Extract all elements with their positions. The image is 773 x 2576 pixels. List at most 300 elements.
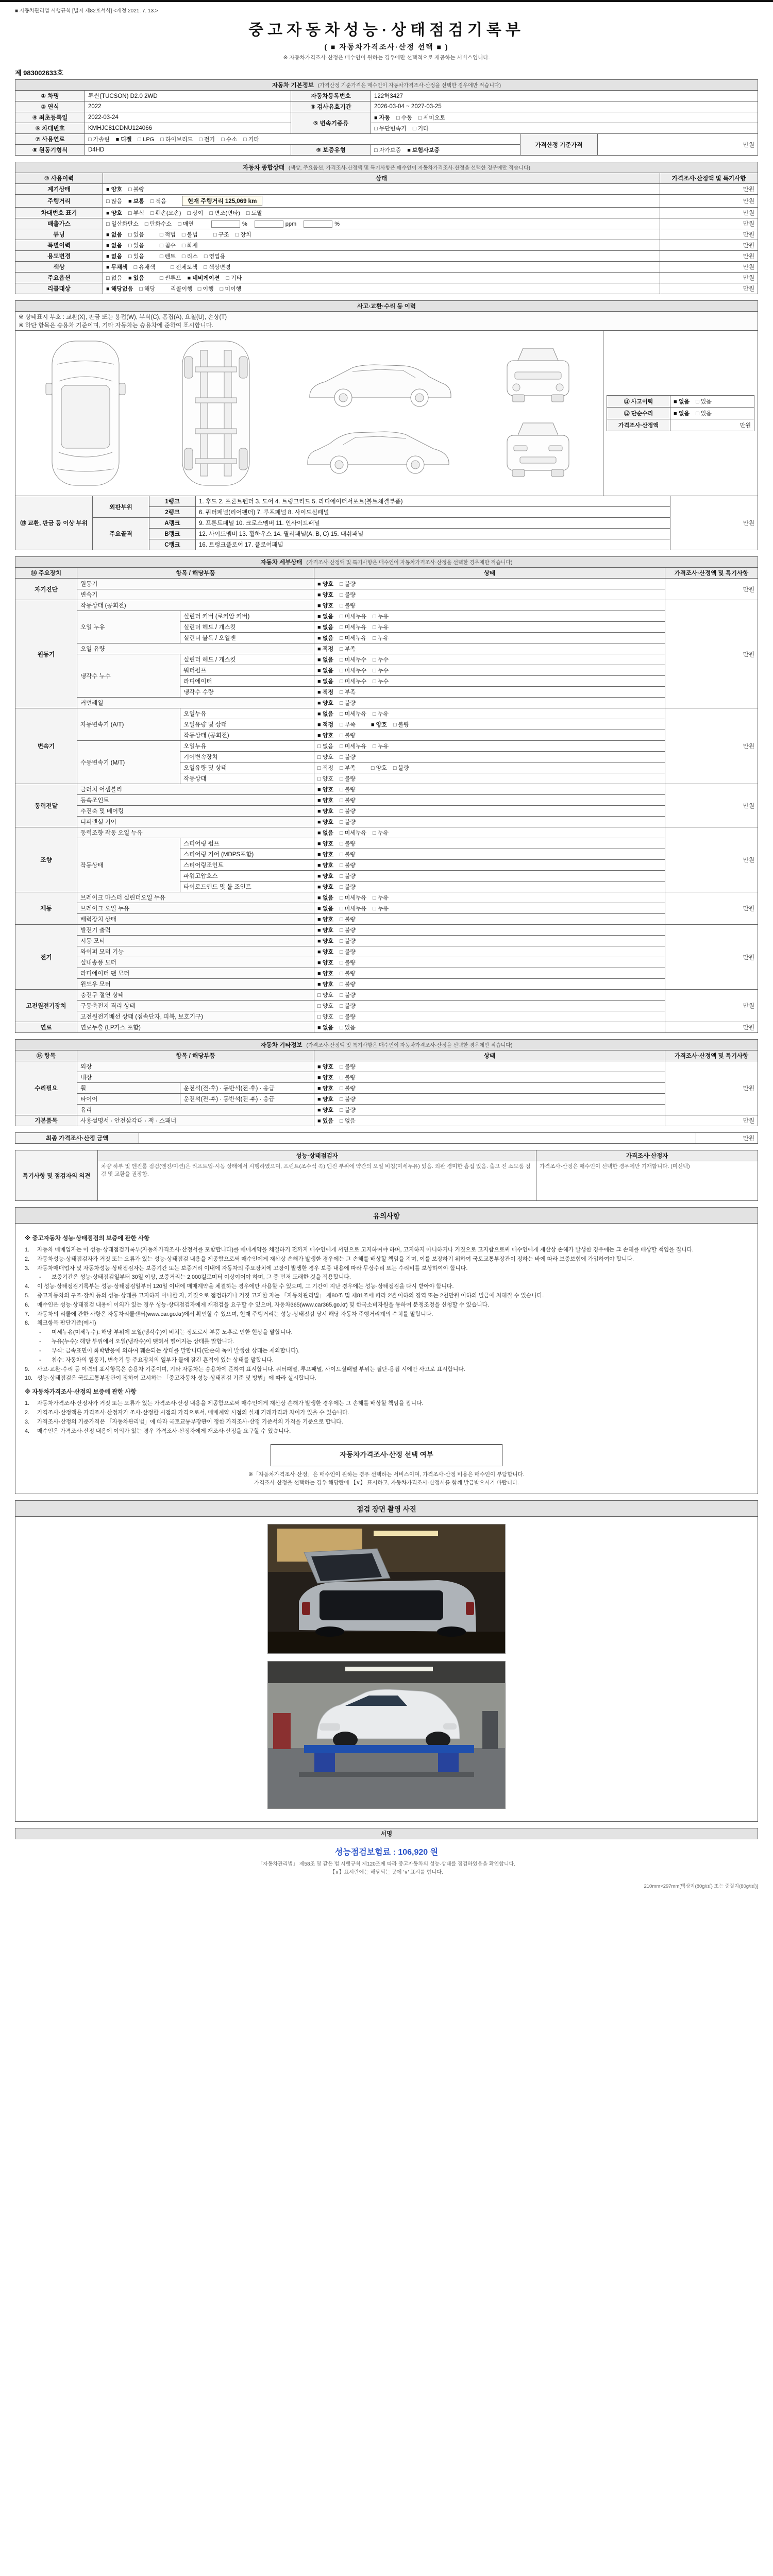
checkbox-checked[interactable]: ■ 없음 [317, 624, 333, 631]
photo-section-title: 점검 장면 촬영 사진 [15, 1501, 758, 1517]
state-cell [314, 773, 665, 784]
checkbox-unchecked[interactable]: □ 도말 [246, 210, 262, 216]
overall-state-cell [103, 262, 660, 273]
appraiser-opinion-text: 가격조사·산정은 매수인이 선택한 경우에만 기재합니다. (미선택) [536, 1161, 758, 1201]
checkbox-unchecked[interactable]: □ 매연 [178, 221, 194, 227]
checkbox-checked[interactable]: ■ 적정 [317, 689, 333, 696]
car-rear-view-diagram [499, 416, 577, 485]
checkbox-checked[interactable]: ■ 없음 [317, 679, 333, 685]
side-view-stack [302, 349, 457, 478]
checkbox-checked[interactable]: ■ 양호 [317, 917, 333, 923]
state-cell [314, 968, 665, 979]
checkbox-unchecked[interactable]: □ 양호 [317, 776, 333, 782]
checkbox-checked[interactable]: ■ 양호 [371, 722, 387, 728]
part-label: 실린더 블록 / 오일팬 [180, 633, 314, 643]
checkbox-unchecked[interactable]: □ 불량 [339, 819, 356, 825]
table-row [15, 708, 758, 719]
first-reg-value: 2022-03-24 [85, 112, 291, 123]
notice-line: 4. 이 성능·상태점검기록부는 성능·상태점검일부터 120일 이내에 매매계약을 체결하는 경우에만 사용할 수 있으며, 그 기간이 지난 경우에는 성능·상태점검을 다시 받아야 합니다. [25, 1283, 454, 1290]
item-label: 변속기 [77, 589, 314, 600]
notice-line: 1. 자동차가격조사·산정자가 거짓 또는 오류가 있는 가격조사·산정 내용을 제공함으로써 매수인에게 재산상 손해가 발생한 경우에는 그 손해를 배상할 책임을 집니다. [25, 1400, 424, 1407]
checkbox-unchecked[interactable]: □ 누수 [373, 668, 389, 674]
state-cell [314, 579, 665, 589]
checkbox-unchecked[interactable]: □ 불량 [339, 798, 356, 804]
transmission-options-2 [371, 123, 758, 134]
checkbox-checked[interactable]: ■ 양호 [317, 960, 333, 966]
table-row [15, 273, 758, 283]
checkbox-checked[interactable]: ■ 디젤 [115, 137, 132, 143]
rank-label: 1랭크 [149, 496, 196, 507]
checkbox-unchecked[interactable]: □ 불량 [339, 1003, 356, 1009]
table-row [15, 990, 758, 1001]
checkbox-unchecked[interactable]: □ 불량 [339, 1064, 356, 1070]
car-diagrams [19, 332, 600, 495]
checkbox-checked[interactable]: ■ 양호 [317, 798, 333, 804]
checkbox-unchecked[interactable]: □ 부식 [128, 210, 144, 216]
table-row [15, 1011, 758, 1022]
misc-section-header: 자동차 기타정보 (가격조사·산정액 및 특기사항은 매수인이 자동차가격조사·산정을 선택한 경우에만 적습니다) [15, 1040, 758, 1050]
checkbox-checked[interactable]: ■ 양호 [317, 808, 333, 815]
checkbox-checked[interactable]: ■ 보험사보증 [407, 147, 440, 154]
checkbox-unchecked[interactable]: □ 불량 [339, 981, 356, 988]
checkbox-unchecked[interactable]: □ 침수 [159, 243, 176, 249]
checkbox-unchecked[interactable]: □ 하이브리드 [160, 137, 193, 143]
checkbox-unchecked[interactable]: □ 썬루프 [159, 275, 181, 281]
part-label: 오일유량 및 상태 [180, 719, 314, 730]
part-label: 실린더 커버 (로커암 커버) [180, 611, 314, 622]
checkbox-checked[interactable]: ■ 양호 [317, 819, 333, 825]
checkbox-unchecked[interactable]: □ 누유 [373, 906, 389, 912]
checkbox-unchecked[interactable]: □ 불량 [339, 700, 356, 706]
checkbox-checked[interactable]: ■ 적정 [317, 722, 333, 728]
table-header-row [15, 173, 758, 184]
checkbox-unchecked[interactable]: □ 누유 [373, 624, 389, 631]
notice-line: 3. 자동차매매업자 및 자동차성능·상태점검자는 보증기간 또는 보증거리 이내에 자동차의 주요장치에 고장이 발생한 경우 보증 내용에 따라 무상수리 또는 수리비를 보상하여야 합니다. [25, 1265, 468, 1272]
checkbox-checked[interactable]: ■ 양호 [317, 1096, 333, 1103]
checkbox-unchecked[interactable]: □ 불량 [339, 581, 356, 587]
overall-state-cell [103, 208, 660, 218]
table-row [15, 218, 758, 229]
checkbox-checked[interactable]: ■ 해당없음 [106, 286, 133, 292]
checkbox-checked[interactable]: ■ 양호 [317, 1107, 333, 1113]
checkbox-unchecked[interactable]: □ 기타 [243, 137, 259, 143]
state-cell [314, 611, 665, 622]
checkbox-checked[interactable]: ■ 양호 [317, 1086, 333, 1092]
checkbox-unchecked[interactable]: □ 전기 [199, 137, 215, 143]
table-row [15, 1133, 758, 1144]
checkbox-checked[interactable]: ■ 양호 [317, 841, 333, 847]
checkbox-unchecked[interactable]: □ 구조 [213, 232, 229, 238]
checkbox-unchecked[interactable]: □ 불량 [339, 862, 356, 869]
state-cell [314, 838, 665, 849]
checkbox-unchecked[interactable]: □ 세미오토 [418, 115, 446, 121]
checkbox-unchecked[interactable]: □ 누수 [373, 679, 389, 685]
inline-label: ppm [285, 221, 297, 227]
checkbox-unchecked[interactable]: □ 있음 [128, 243, 144, 249]
photo-area [15, 1517, 758, 1821]
checkbox-unchecked[interactable]: □ 미세누수 [339, 657, 367, 663]
device-label: 기본품목 [15, 1115, 77, 1126]
checkbox-unchecked[interactable]: □ 없음 [317, 743, 333, 750]
checkbox-unchecked[interactable]: □ 불량 [339, 873, 356, 879]
checkbox-checked[interactable]: ■ 양호 [317, 1064, 333, 1070]
checkbox-unchecked[interactable]: □ 불량 [339, 960, 356, 966]
detail-section-header: 자동차 세부상태 (가격조사·산정액 및 특기사항은 매수인이 자동차가격조사·산정을 선택한 경우에만 적습니다) [15, 557, 758, 568]
item-label: 배력장치 상태 [77, 914, 314, 925]
checkbox-checked[interactable]: ■ 양호 [317, 938, 333, 944]
checkbox-checked[interactable]: ■ 자동 [374, 115, 390, 121]
checkbox-checked[interactable]: ■ 양호 [317, 927, 333, 934]
price-cell: 만원 [665, 925, 758, 990]
checkbox-unchecked[interactable]: □ 미세누유 [339, 635, 367, 641]
checkbox-unchecked[interactable]: □ 렌트 [159, 253, 176, 260]
item-label: 와이퍼 모터 기능 [77, 946, 314, 957]
checkbox-unchecked[interactable]: □ 누유 [373, 895, 389, 901]
notice-subtitle-2: ※ 자동차가격조사·산정의 보증에 관한 사항 [25, 1389, 137, 1396]
checkbox-checked[interactable]: ■ 양호 [317, 733, 333, 739]
checkbox-unchecked[interactable]: □ 불량 [339, 971, 356, 977]
inspection-period-value: 2026-03-04 ~ 2027-03-25 [371, 101, 758, 112]
checkbox-checked[interactable]: ■ 양호 [317, 592, 333, 598]
checkbox-unchecked[interactable]: □ 불량 [339, 1107, 356, 1113]
checkbox-unchecked[interactable]: □ 불량 [339, 592, 356, 598]
checkbox-unchecked[interactable]: □ 있음 [695, 411, 712, 417]
footer-check-instruction: 【∨】표시란에는 해당되는 곳에 '∨' 표시를 합니다. [330, 1870, 443, 1876]
table-row [15, 1022, 758, 1033]
checkbox-checked[interactable]: ■ 무채색 [106, 264, 128, 270]
checkbox-unchecked[interactable]: □ 미세누수 [339, 668, 367, 674]
checkbox-unchecked[interactable]: □ 불량 [339, 733, 356, 739]
checkbox-checked[interactable]: ■ 양호 [317, 862, 333, 869]
checkbox-checked[interactable]: ■ 양호 [317, 971, 333, 977]
checkbox-unchecked[interactable]: □ 적음 [150, 198, 166, 205]
checkbox-unchecked[interactable]: □ 불량 [393, 765, 409, 771]
document-number: 제 983002633호 [15, 69, 63, 77]
checkbox-unchecked[interactable]: □ 없음 [106, 275, 122, 281]
checkbox-unchecked[interactable]: □ 누유 [373, 614, 389, 620]
checkbox-unchecked[interactable]: □ 유채색 [133, 264, 156, 270]
checkbox-unchecked[interactable]: □ 장치 [235, 232, 251, 238]
state-cell [314, 882, 665, 892]
paper-spec-note: 210mm×297mm[백상지(80g/㎡) 또는 중질지(80g/㎡)] [644, 1884, 758, 1890]
basic-info-table [15, 79, 758, 156]
document-page [8, 2, 765, 2547]
item-label: 브레이크 오일 누유 [77, 903, 314, 914]
checkbox-unchecked[interactable]: □ 탄화수소 [144, 221, 172, 227]
overall-item-label: 차대번호 표기 [15, 208, 103, 218]
state-cell [314, 762, 665, 773]
fuel-options [85, 134, 520, 145]
notice-body [15, 1224, 758, 1494]
overall-item-label: 주요옵션 [15, 273, 103, 283]
checkbox-checked[interactable]: ■ 적정 [317, 646, 333, 652]
checkbox-unchecked[interactable]: □ 불량 [339, 884, 356, 890]
checkbox-unchecked[interactable]: □ 훼손(오손) [150, 210, 181, 216]
table-row [15, 925, 758, 936]
checkbox-unchecked[interactable]: □ 자가보증 [374, 147, 401, 154]
checkbox-checked[interactable]: ■ 양호 [317, 873, 333, 879]
state-cell [314, 1094, 665, 1105]
table-row [607, 419, 754, 431]
overall-col-item: ⑩ 사용이력 [15, 173, 103, 184]
item-label: 디퍼렌셜 기어 [77, 817, 314, 827]
overall-price-cell: 만원 [660, 251, 758, 262]
fee-label: 성능점검보험료 : [334, 1848, 396, 1857]
transmission-label: ⑤ 변속기종류 [291, 112, 371, 134]
state-cell [314, 1083, 665, 1094]
table-row [15, 112, 758, 123]
exchange-price-cell: 만원 [670, 496, 758, 550]
checkbox-unchecked[interactable]: □ 미세누유 [339, 830, 367, 836]
checkbox-unchecked[interactable]: □ 불량 [393, 722, 409, 728]
table-row [15, 262, 758, 273]
checkbox-checked[interactable]: ■ 없음 [106, 232, 122, 238]
part-label: 라디에이터 [180, 676, 314, 687]
checkbox-unchecked[interactable]: □ 가솔린 [88, 137, 110, 143]
state-cell [314, 903, 665, 914]
notice-line: 4. 매수인은 가격조사·산정 내용에 이의가 있는 경우 가격조사·산정자에게 재조사·산정을 요구할 수 있습니다. [25, 1428, 291, 1434]
notice-line: 1. 자동차 매매업자는 이 성능·상태점검기록부(자동차가격조사·산정서를 포함합니다)를 매매계약을 체결하기 전까지 매수인에게 서면으로 고지하여야 하며, 고지하지 아니하거나 거짓으로 고지함으로써 매수인에게 재산상 손해가 발생한 경우에는 그 손해를 배상할 책임을 집니다. [25, 1246, 694, 1253]
item-label: 외장 [77, 1061, 314, 1072]
checkbox-unchecked[interactable]: □ 불량 [339, 841, 356, 847]
checkbox-unchecked[interactable]: □ 기타 [226, 275, 242, 281]
price-cell: 만원 [665, 990, 758, 1022]
table-row [15, 968, 758, 979]
checkbox-unchecked[interactable]: □ 있음 [128, 232, 144, 238]
checkbox-checked[interactable]: ■ 양호 [317, 787, 333, 793]
checkbox-checked[interactable]: ■ 없음 [106, 243, 122, 249]
checkbox-unchecked[interactable]: □ 양호 [317, 754, 333, 760]
checkbox-unchecked[interactable]: □ 양호 [371, 765, 387, 771]
checkbox-checked[interactable]: ■ 없음 [317, 895, 333, 901]
checkbox-unchecked[interactable]: □ 불량 [339, 603, 356, 609]
checkbox-checked[interactable]: ■ 없음 [317, 906, 333, 912]
final-price-unit: 만원 [696, 1133, 758, 1144]
overall-state-cell [103, 229, 660, 240]
state-cell [314, 914, 665, 925]
item-label: 작동상태 (공회전) [77, 600, 314, 611]
checkbox-unchecked[interactable]: □ 부족 [339, 689, 356, 696]
checkbox-unchecked[interactable]: □ 불량 [339, 1014, 356, 1020]
notice-line: 6. 매수인은 성능·상태점검 내용에 이의가 있는 경우 성능·상태점검자에게 재점검을 요구할 수 있으며, 자동차365(www.car365.go.kr) 및 한국소비자원을 통하여 분쟁조정을 신청할 수 있습니다. [25, 1301, 489, 1308]
item-label: 브레이크 마스터 실린더오일 누유 [77, 892, 314, 903]
checkbox-checked[interactable]: ■ 없음 [674, 399, 690, 405]
car-diagram-table [15, 330, 758, 496]
overall-item-label: 주행거리 [15, 195, 103, 208]
checkbox-unchecked[interactable]: □ 누유 [373, 743, 389, 750]
checkbox-unchecked[interactable]: □ 변조(변타) [209, 210, 240, 216]
checkbox-unchecked[interactable]: □ 불량 [339, 1086, 356, 1092]
checkbox-unchecked[interactable]: □ LPG [138, 137, 155, 143]
checkbox-unchecked[interactable]: □ 미세누유 [339, 711, 367, 717]
checkbox-unchecked[interactable]: □ 해당 [139, 286, 156, 292]
detail-col-device: ⑭ 주요장치 [15, 568, 77, 579]
checkbox-checked[interactable]: ■ 있음 [128, 275, 144, 281]
checkbox-unchecked[interactable]: □ 수소 [221, 137, 237, 143]
checkbox-checked[interactable]: ■ 양호 [317, 852, 333, 858]
part-label: 파워고압호스 [180, 871, 314, 882]
accident-flags-table [607, 395, 754, 431]
checkbox-checked[interactable]: ■ 양호 [317, 603, 333, 609]
checkbox-checked[interactable]: ■ 없음 [106, 253, 122, 260]
checkbox-checked[interactable]: ■ 없음 [317, 635, 333, 641]
checkbox-unchecked[interactable]: □ 불량 [339, 787, 356, 793]
engine-type-label: ⑧ 원동기형식 [15, 145, 85, 156]
checkbox-unchecked[interactable]: □ 양호 [317, 1003, 333, 1009]
checkbox-unchecked[interactable]: □ 많음 [106, 198, 122, 205]
checkbox-checked[interactable]: ■ 양호 [106, 187, 122, 193]
checkbox-unchecked[interactable]: □ 상이 [187, 210, 204, 216]
checkbox-checked[interactable]: ■ 양호 [317, 581, 333, 587]
overall-price-cell: 만원 [660, 218, 758, 229]
checkbox-unchecked[interactable]: □ 화재 [181, 243, 198, 249]
checkbox-unchecked[interactable]: □ 불량 [339, 1075, 356, 1081]
accident-section-header: 사고·교환·수리 등 이력 [15, 301, 758, 312]
checkbox-unchecked[interactable]: □ 불량 [339, 754, 356, 760]
opinion-col-appraiser: 가격조사·산정자 [536, 1150, 758, 1161]
checkbox-unchecked[interactable]: □ 부족 [339, 765, 356, 771]
table-row [15, 101, 758, 112]
checkbox-unchecked[interactable]: □ 양호 [317, 992, 333, 998]
checkbox-checked[interactable]: ■ 없음 [317, 711, 333, 717]
checkbox-unchecked[interactable]: □ 색상변경 [204, 264, 231, 270]
checkbox-unchecked[interactable]: □ 누수 [373, 657, 389, 663]
checkbox-unchecked[interactable]: □ 일산화탄소 [106, 221, 139, 227]
checkbox-checked[interactable]: ■ 없음 [317, 614, 333, 620]
accident-history-label: ⑪ 사고이력 [607, 396, 670, 408]
table-row [15, 1115, 758, 1126]
checkbox-unchecked[interactable]: □ 불량 [339, 776, 356, 782]
checkbox-checked[interactable]: ■ 양호 [317, 981, 333, 988]
reg-no-value: 122허3427 [371, 91, 758, 101]
checkbox-checked[interactable]: ■ 없음 [317, 830, 333, 836]
checkbox-unchecked[interactable]: □ 부족 [339, 722, 356, 728]
notice-line: 8. 체크항목 판단기준(예시) [25, 1320, 96, 1327]
checkbox-checked[interactable]: ■ 양호 [106, 210, 122, 216]
overall-col-price: 가격조사·산정액 및 특기사항 [660, 173, 758, 184]
state-cell [314, 925, 665, 936]
checkbox-unchecked[interactable]: □ 미세누유 [339, 895, 367, 901]
table-row [15, 91, 758, 101]
table-row [15, 817, 758, 827]
state-cell [314, 990, 665, 1001]
inspector-opinion-text: 차량 하부 및 엔진룸 점검(엔진/미션)은 리프트업·시동 상태에서 시행하였으며, 프런트(조수석 쪽) 엔진 부위에 약간의 오일 비침(미세누유) 있음. 외판 경미한 흠집 있음. 출고 전 소모품 점검 및 교환을 권장함. [98, 1161, 536, 1201]
checkbox-checked[interactable]: ■ 없음 [317, 668, 333, 674]
checkbox-unchecked[interactable]: □ 없음 [339, 1118, 356, 1124]
checkbox-unchecked[interactable]: □ 불량 [339, 917, 356, 923]
checkbox-unchecked[interactable]: □ 불량 [339, 808, 356, 815]
accident-note [15, 312, 758, 331]
item-label: 충전구 절연 상태 [77, 990, 314, 1001]
checkbox-unchecked[interactable]: □ 미세누수 [339, 679, 367, 685]
checkbox-unchecked[interactable]: □ 불량 [339, 992, 356, 998]
item-label: 내장 [77, 1072, 314, 1083]
checkbox-unchecked[interactable]: □ 불량 [128, 187, 144, 193]
checkbox-unchecked[interactable]: □ 리스 [181, 253, 198, 260]
checkbox-unchecked[interactable]: □ 불량 [339, 852, 356, 858]
car-name-label: ① 차명 [15, 91, 85, 101]
year-label: ② 연식 [15, 101, 85, 112]
state-cell [314, 643, 665, 654]
checkbox-checked[interactable]: ■ 네비게이션 [187, 275, 220, 281]
state-cell [314, 817, 665, 827]
checkbox-unchecked[interactable]: □ 불량 [339, 927, 356, 934]
checkbox-unchecked[interactable]: □ 미세누유 [339, 743, 367, 750]
state-cell [314, 719, 665, 730]
blank-field[interactable] [304, 221, 332, 228]
blank-field[interactable] [211, 221, 240, 228]
checkbox-checked[interactable]: ■ 보통 [128, 198, 144, 205]
checkbox-unchecked[interactable]: □ 양호 [317, 1014, 333, 1020]
notice-title: 유의사항 [15, 1208, 758, 1224]
checkbox-checked[interactable]: ■ 양호 [317, 949, 333, 955]
checkbox-unchecked[interactable]: □ 전체도색 [171, 264, 198, 270]
overall-price-cell: 만원 [660, 208, 758, 218]
checkbox-unchecked[interactable]: □ 누유 [373, 711, 389, 717]
checkbox-unchecked[interactable]: □ 부족 [339, 646, 356, 652]
checkbox-unchecked[interactable]: □ 미이행 [220, 286, 242, 292]
checkbox-unchecked[interactable]: □ 적정 [317, 765, 333, 771]
checkbox-unchecked[interactable]: □ 있음 [339, 1025, 356, 1031]
table-row [15, 283, 758, 294]
checkbox-unchecked[interactable]: □ 불법 [181, 232, 198, 238]
checkbox-checked[interactable]: ■ 없음 [674, 411, 690, 417]
checkbox-checked[interactable]: ■ 없음 [317, 657, 333, 663]
checkbox-unchecked[interactable]: □ 적법 [159, 232, 176, 238]
checkbox-unchecked[interactable]: □ 미세누유 [339, 624, 367, 631]
rank-parts: 6. 쿼터패널(리어펜더) 7. 루프패널 8. 사이드실패널 [196, 507, 670, 518]
checkbox-unchecked[interactable]: □ 미세누유 [339, 906, 367, 912]
checkbox-checked[interactable]: ■ 없음 [317, 1025, 333, 1031]
checkbox-unchecked[interactable]: □ 기타 [412, 126, 429, 132]
price-appraisal-select-note-1: ※「자동차가격조사·산정」은 매수인이 원하는 경우 선택하는 서비스이며, 가격조사·산정 비용은 매수인이 부담합니다. [248, 1471, 525, 1478]
state-cell [314, 654, 665, 665]
checkbox-unchecked[interactable]: □ 영업용 [204, 253, 226, 260]
checkbox-unchecked[interactable]: □ 미세누유 [339, 614, 367, 620]
blank-field[interactable] [255, 221, 283, 228]
checkbox-unchecked[interactable]: □ 무단변속기 [374, 126, 407, 132]
table-row [15, 600, 758, 611]
price-appraisal-select-note-2: 가격조사·산정을 선택하는 경우 해당란에 【∨】 표시하고, 자동차가격조사·산정서를 함께 발급받으시기 바랍니다. [254, 1480, 519, 1486]
checkbox-unchecked[interactable]: □ 있음 [128, 253, 144, 260]
checkbox-unchecked[interactable]: □ 누유 [373, 635, 389, 641]
checkbox-checked[interactable]: ■ 양호 [317, 884, 333, 890]
basic-section-header: 자동차 기본정보 (가격산정 기준가격은 매수인이 자동차가격조사·산정을 선택한 경우에만 적습니다) [15, 80, 758, 91]
misc-col-item: 항목 / 해당부품 [77, 1050, 314, 1061]
checkbox-unchecked[interactable]: □ 불량 [339, 938, 356, 944]
table-row [607, 408, 754, 419]
state-cell [314, 1011, 665, 1022]
checkbox-checked[interactable]: ■ 있음 [317, 1118, 333, 1124]
item-label: 원동기 [77, 579, 314, 589]
checkbox-checked[interactable]: ■ 양호 [317, 700, 333, 706]
checkbox-unchecked[interactable]: □ 불량 [339, 949, 356, 955]
checkbox-unchecked[interactable]: □ 이행 [197, 286, 214, 292]
table-row [15, 1094, 758, 1105]
rank-parts: 16. 트렁크플로어 17. 플로어패널 [196, 539, 670, 550]
item-label: 발전기 출력 [77, 925, 314, 936]
state-cell [314, 795, 665, 806]
checkbox-checked[interactable]: ■ 양호 [317, 1075, 333, 1081]
checkbox-unchecked[interactable]: □ 불량 [339, 1096, 356, 1103]
vin-value: KMHJC81CDNU124066 [85, 123, 291, 134]
car-underbody-diagram [172, 336, 260, 490]
checkbox-unchecked[interactable]: □ 수동 [396, 115, 412, 121]
rank-label: 2랭크 [149, 507, 196, 518]
checkbox-unchecked[interactable]: □ 있음 [695, 399, 712, 405]
checkbox-unchecked[interactable]: □ 누유 [373, 830, 389, 836]
inspector-opinion-table [15, 1150, 758, 1201]
